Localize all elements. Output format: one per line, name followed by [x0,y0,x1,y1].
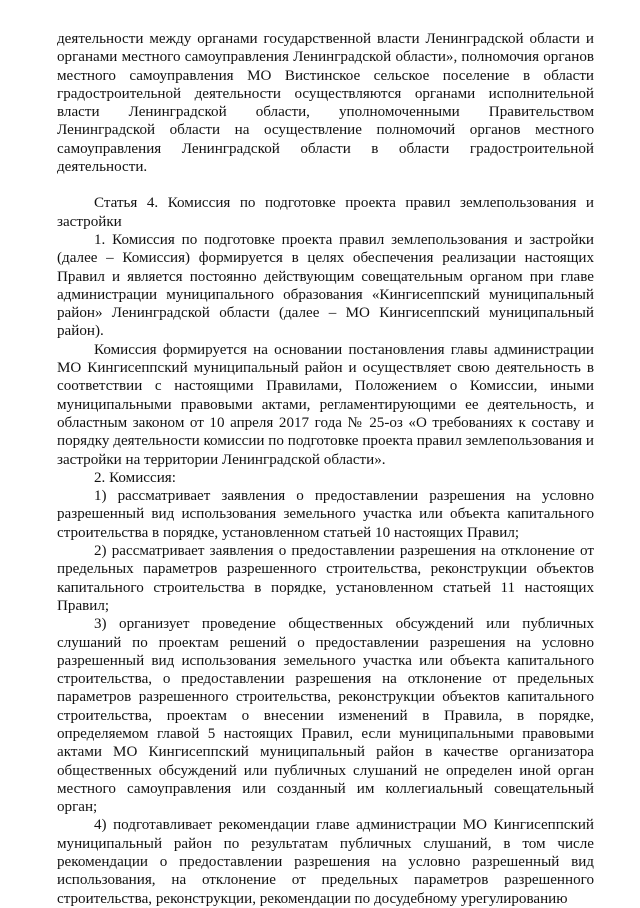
paragraph-commission-basis: Комиссия формируется на основании постановления главы администрации МО Кингисеппский муниципальный район и осуществляет свою деятельность в соответствии с настоящими Правилами, Положением о Комиссии, иными муниципальными правовыми актами, регламентирующими ее деятельность, и областным законом от 10 апреля 2017 года № 25-оз «О требованиях к составу и порядку деятельности комиссии по подготовке проекта правил землепользования и застройки на территории Ленинградской области». [57,341,594,468]
list-item-3: 3) организует проведение общественных обсуждений или публичных слушаний по проектам решений о предоставлении разрешения на условно разрешенный вид использования земельного участка или объекта капитального строительства, о предоставлении разрешения на отклонение от предельных параметров разрешенного строительства, реконструкции объектов капитального строительства, проектам о внесении изменений в Правила, в порядке, определяемом главой 5 настоящих Правил, если муниципальными правовыми актами МО Кингисеппский муниципальный район в качестве организатора общественных обсуждений или публичных слушаний не определен иной орган местного самоуправления или созданный им коллегиальный совещательный орган; [57,616,594,816]
list-item-2: 2) рассматривает заявления о предоставлении разрешения на отклонение от предельных параметров разрешенного строительства, реконструкции объектов капитального строительства в порядке, установленном статьей 11 настоящих Правил; [57,543,594,614]
article-heading: Статья 4. Комиссия по подготовке проекта правил землепользования и застройки [57,195,594,230]
paragraph-continuation: деятельности между органами государственной власти Ленинградской области и органами местного самоуправления Ленинградской области», полномочия органов местного самоуправления МО Вистинское сельское поселение в области градостроительной деятельности осуществляются органами исполнительной власти Ленинградской области, уполномоченными Правительством Ленинградской области на осуществление полномочий органов местного самоуправления Ленинградской области в области градостроительной деятельности. [57,31,594,176]
document-page [57,30,594,908]
paragraph-clause-1: 1. Комиссия по подготовке проекта правил землепользования и застройки (далее – Комиссия) формируется в целях обеспечения реализации настоящих Правил и является постоянно действующим совещательным органом при главе администрации муниципального образования «Кингисеппский муниципальный район» Ленинградской области (далее – МО Кингисеппский муниципальный район). [57,231,594,340]
paragraph-spacer [57,176,594,194]
list-item-4: 4) подготавливает рекомендации главе администрации МО Кингисеппский муниципальный район по результатам публичных слушаний, в том числе рекомендации о предоставлении разрешения на условно разрешенный вид использования, на отклонение от предельных параметров разрешенного строительства, реконструкции, рекомендации по досудебному урегулированию [57,817,594,907]
paragraph-clause-2: 2. Комиссия: [94,469,176,486]
list-item-1: 1) рассматривает заявления о предоставлении разрешения на условно разрешенный вид использования земельного участка или объекта капитального строительства в порядке, установленном статьей 10 настоящих Правил; [57,488,594,541]
